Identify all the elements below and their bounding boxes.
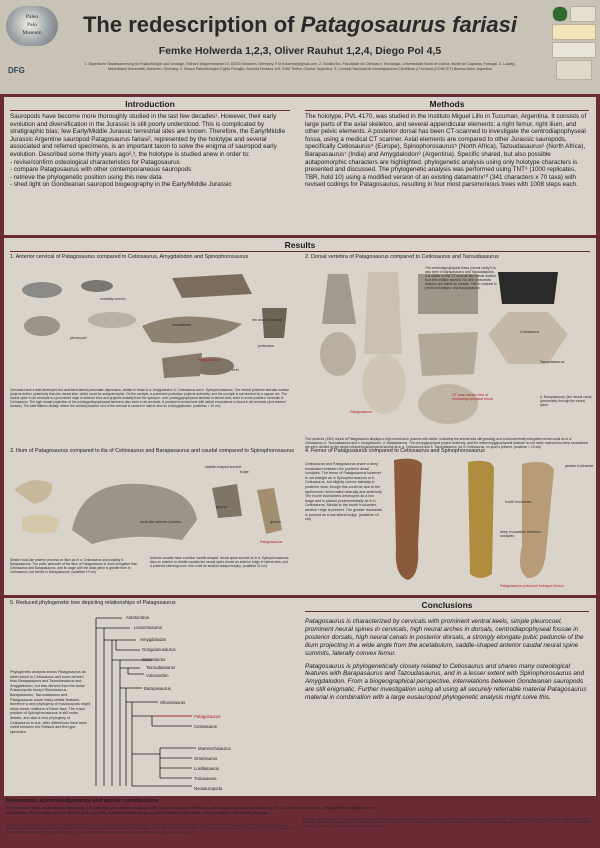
institution-logo-4 <box>552 42 596 58</box>
divider <box>10 251 590 252</box>
fig2-callout: The centrodiapophyseal fossa (neural cavity?) is also seen in Barapasaurus and Tazoudasaurus. It is visible on the CT scan as two fossae divided by a thin midline septum. No other pneumatic features are visible on dorsals. This in contrast to previous findings¹¹ and Barapasaurus. <box>425 266 497 291</box>
tree-taxon: Lessemsaurus <box>134 625 162 630</box>
fig3-label: saddle-shaped summit <box>205 465 242 469</box>
tree-taxon: Isanosaurus <box>142 657 166 662</box>
fig2-label: Tazoudasaurus <box>540 360 565 364</box>
institution-logo-5 <box>556 60 592 80</box>
tree-taxon: Losillasaurus <box>194 766 220 771</box>
fig3-label: hook-like anterior process <box>140 520 182 524</box>
tree-taxon: Barapasaurus <box>144 686 171 691</box>
divider <box>305 611 589 612</box>
references-left: 1 Mannion et al. 2011, Mannion & Upchurch... 2. Bonaparte, J.F. 1979. Dinosaurs: A Jurassic assemblage from Patagonia. Science 205: 1377-1379. doi:10.1126/science.205.4413.1377. 3 Bonaparte J.F. 1986 Les Dinosaures (Carnosaures, Allosauridés, Sauropodes, Cétiosauridés) du Jurassique Moyen de Cerro Cóndor (Chubut, Argentina). Ann. Paleontologie 72: 247-289. 4 Upchurch, P. & Martin, J. 2003. The anatomy and taxonomy of Cetiosaurus (Saurischia, Sauropoda) from the Middle Jurassic of England. JVP 23:208-231. 5 Remes, K. et al. 2009 A new basal sauropod dinosaur from the Middle Jurassic of Niger. PLoS One 4: e6924. <box>6 824 295 834</box>
fig2-title: 2. Dorsal vertebra of Patagosaurus compared to Cetiosaurus and Tazoudasaurus <box>305 254 499 260</box>
tree-taxon: Amygdalodon <box>140 637 167 642</box>
conclusions-heading: Conclusions <box>421 600 473 610</box>
fig4-label: Patagosaurus (mirrored holotype femur) <box>500 584 564 588</box>
tree-taxon: Antetonitrus <box>126 615 149 620</box>
tree-taxon: Tazoudasaurus <box>146 665 176 670</box>
fig1-label: keel <box>232 368 239 372</box>
fig1-title: 1. Anterior cervical of Patagosaurus compared to Cetiosaurus, Amygdalodon and Spinophorosaurus <box>10 254 249 260</box>
fig1-label: excavations <box>172 323 191 327</box>
fig4-text: Cetiosaurus and Patagosaurus share a deep excavation between the posterior distal condyles. The femur of Patagosaurus however is not straight as in Spinophorosaurus or b. Cetiosaurus, but slightly convex laterally in posterior view, though this could be due to the taphonomic deformation laterally and anteriorly. The fourth trochanters developed as a low bulge and is placed posteromedially as in b. Cetiosaurus. Medial to the fourth trochanter, another ridge is present. The greater trochanter is present as a low lateral bulge. (scalebar 10 cm) <box>305 462 383 522</box>
fig3-caption-right: Anterior caudals have a similar 'saddle-shaped' neural spine summit as in a. Spinophorosaurus. Also on anterior to middle caudals the neural spine shows an anterior bulge in lateral view, and a posterior lateral groove, this could be another autapomorphy. (scalebar 10 cm) <box>150 556 290 569</box>
fig2-label: Cetiosaurus <box>520 330 540 334</box>
divider <box>10 110 290 111</box>
institution-logo-3 <box>552 24 596 40</box>
divider <box>305 110 589 111</box>
fig1-label: Patagosaurus <box>198 358 221 362</box>
fig3-label: groove <box>270 520 281 524</box>
references-right: 6. Allain R., Aquesbi N., Dejax J., Meyer C., Monbaron M., et al. (2004) A basal sauropod dinosaur from the Early Jurassic of Morocco. Comptes Rendus Palevol 3: 199-208. 7. Bandyopadhyay, S., Gillette, D.D., Ray, S., Sengupta, D. P. (2010) Osteology of Barapasaurus tagorei (Dinosauria: Sauropoda) from the Early Jurassic of India. Palaeontology 53: 533-569. 8. Rauhut (2003) Revision of Amygdalodon patagonicus Cabrera, 1947. 9. Goloboff P., Farris J., & Nixon, K. (2008) TNT. 10. Carballido, J.L. & Pol, D. 11. Bonaparte. Dorsal Vertebra Patagosaurus. <box>302 818 594 828</box>
authors: Femke Holwerda 1,2,3, Oliver Rauhut 1,2,4, Diego Pol 4,5 <box>158 45 442 57</box>
methods-text: The holotype, PVL 4170, was studied in the Instituto Miguel Lillo in Tucuman, Argentina. It consists of large parts of the axial skeleton, and several appendicular elements; a right femur, right ilium, and other pelvic elements. A posterior dorsal has been CT-scanned to investigate the centrodiapophyseal fossa, using a medical CT scanner. Axial elements are compared to other Jurassic sauropods, specifically Cetiosaurus⁴ (Europe), Spinophorosaurus⁵ (North Africa), Tazoudasaurus⁶ (North Africa), Barapasaurus⁷ (India) and Amygdalodon⁸ (Argentina). Specific shared, but also possible autapomorphic characters are highlighted. phylogenetic analysis using only holotype characters is presented and discussed. The phylogenetic analysis was performed using TNT⁹ (1000 replicates, TBR, hold 10) using a modified version of an existing datamatrix¹⁰ (341 characters x 70 taxa) with revised codings for Patagosaurus, resulting in four most parsimonious trees with 1008 steps each. <box>305 113 587 189</box>
fig3-label: groove <box>216 505 227 509</box>
fig4-title: 4. Femur of Patagosaurus compared to Cetiosaurus and Spinophorosaurus <box>305 448 485 454</box>
fig4-label: fourth trochanter <box>505 500 532 504</box>
introduction-text: Sauropods have become more thoroughly studied in the last few decades¹. However, their early evolution and diversification in the Jurassic is still poorly understood. This is complicated by stratigraphic bias; few Early/Middle Jurassic terrestrial sites are known. Therefore, the Early/Middle Jurassic Argentine sauropod Patagosaurus fariasi², represented by the holotype and several associated and referred specimens, is an important taxon to solve the enigma of sauropod early evolution. Described some thirty years ago²,³, the holotype is studied anew in order to: - revise/confirm osteological characteristics for Patagosaurus - compare Patagosaurus with other contemporaneous sauropods - retrieve the phylogenetic position using this new data - shed light on Gondwanan sauropod biogeography in the Early/Middle Jurassic <box>10 113 285 189</box>
tree-taxon: Patagosaurus <box>194 714 221 719</box>
introduction-heading: Introduction <box>125 99 175 109</box>
fig3-label: Patagosaurus <box>260 540 283 544</box>
fig3-title: 3. Ilium of Patagosaurus compared to ilia of Cetiosaurus and Barapasaurus and caudal compared to Spinophorosaurus <box>10 448 295 454</box>
fig1-cervical-figure <box>12 268 297 386</box>
fig5-text: Phylogenetic analysis shows Patagosaurus as sister-taxon to Cetiosaurus and more derived than Barapasaurus and Tazoudasaurus and Amygdalodon, but less derived than the Asian Eusauropods except Shunosaurus. Barapasaurus, Tazoudasaurus and Patagosaurus share many similar features, therefore a new phylogeny of eusauropods might show closer relations of these taxa. The exact position of Spinophorosaurus is still under debate, and also a new phylogeny of Cetiosaurus is due, after differences have been noted between the Rutland and the type specimen. <box>10 670 90 734</box>
fig1-label: pleurocoel <box>70 336 87 340</box>
fig2-caption: The posterior (13th) dorsal of Patagosaurus displays a high neural arch (sutures still visible, indicating the animal was still growing) and a dorsoventrally elongated neural canal as in a. Cetiosaurus, b. Tazoudasaurus and c. Amygdalodon, d. Barapasaurus. The prezygapophysis project anteriorly, and the interprezygapophyseal laminae do not meet; instead two deep excavations are seen divided by the single intraprezygapophyseal lamina as in a. Cetiosaurus and b. Tazoudasaurus. As in Cetiosaurus, no spdl is present. (scalebar = 10 cm) <box>305 437 589 450</box>
fig1-label: rim around condyle <box>252 318 283 322</box>
tree-taxon: Cetiosaurus <box>194 724 217 729</box>
results-heading: Results <box>284 240 316 250</box>
dfg-logo: DFG <box>8 66 25 75</box>
affiliations: 1. Bayerische Staatssammlung für Paläontologie und Geologie, Richard Wagnerstrasse 10, 80333 München, Germany. F.M.Holwerda@gmail.com. 2. GeoBioTec, Faculdade de Ciências e Tecnologia, Universidade Nova de Lisboa, Monte de Caparica, Portugal. 3. Ludwig-Maximilians Universität, München, Germany. 4. Museo Paleontológico Egidio Feruglio, Avenida Fontana 140, 9100 Trelew, Chubut, Argentina. 5. Consejo Nacional de Investigaciones Científicas y Técnicas (CONICET) Buenos Aires, Argentina <box>84 62 516 71</box>
tree-taxon: Vulcanodon <box>146 673 169 678</box>
methods-heading: Methods <box>429 99 465 109</box>
conclusions-text: Patagosaurus is characterized by cervicals with prominent ventral keels, simple pleurocoel, prominent neural spines in cervicals, high neural arches in dorsals, centrodiapophyseal fossae in posterior dorsals, high neural canals in posterior dorsals, a strongly elongate pubic peduncle of the ilium projecting in a wide angle from the acetabulum, saddle-shaped anterior caudal neural spine summits, laterally convex femur. Patagosaurus is phylogenetically closely related to Cetiosaurus and shares many osteological features with Barapasaurus and Tazoudasaurus, and in a lesser extent with Spinophorosaurus and Amygdalodon. From a biogeographical perspective, interrelations between Gondwanan sauropods are still enigmatic. Further investigation using all using all securely referrable material Patagosaurus material in combination with a large eusauropod phylogenetic analysis might solve this. <box>305 618 587 702</box>
fig1-caption: Cervicals have a well-developed but undivided lateral pneumatic depression, similar to those in a. Amygdalodon b. Cetiosaurus and c. Spinophorosaurus. The ventral posterior articular surface projects further posteriorly than the dorsal side, which could be autapomorphic. On the condyle, a prominent protrusion projects anteriorly, and the condyle is surrounded by a rugose rim. The neural spine in all cervicals is a prominent ridge in anterior view and projects dorsally from the spinopre- and -postzygapophyseal laminae in lateral view, seen in some posterior cervicals in Cetiosaurus. The high dorsal projection of the postzygodiapophyseal lamina is also seen in all cervicals. A prominent ventral keel with lateral excavations is found in all cervicals (and anterior dorsals). The keel flattens distally, where the ventral posterior end of the cervical is convex in lateral view as in Amygdalodon. (scalebar = 10 cm) <box>10 388 290 409</box>
fig1-label: ventrally convex <box>100 297 126 301</box>
poster-title: The redescription of Patagosaurus fariasi <box>82 12 518 37</box>
fig3-ilium-figure <box>12 470 297 550</box>
museum-logo: Paleo Palo Museum <box>6 6 58 46</box>
fig4-femur-figure <box>388 456 593 586</box>
fig3-label: bulge <box>240 470 249 474</box>
acknowledgements-text: FH: collection visits, anatomy and taxonomy, CT scanning, phylogenetic analysis. OR: research concept, collection visit support, discussions, anatomy. DP: collection visit support, phylogenetic analysis support, discussions. FH is funded by DFG RA 1012/13-1 (to OR). Acknowledgements go to Jaime Powell, Ralf Kosma, Jose Carballido, Will Hennig Society. <box>6 805 377 815</box>
fig3-caption-left: Similar hook-like anterior process on ilium as in a. Cetiosaurus and possibly b. Barapasaurus. The pubic peduncle of the ilium of Patagosaurus is more elongated than Cetiosaurus and Barapasaurus, and its angle with the axial plane is greater than in Cetiosaurus, but similar to Barapasaurus. (scalebar 10 cm) <box>10 558 138 575</box>
tree-taxon: Gongxianosaurus <box>142 647 176 652</box>
tree-taxon: Turiasaurus <box>194 776 217 781</box>
fig4-label: greater trochanter <box>565 464 594 468</box>
tree-taxon: Omeisaurus <box>194 756 218 761</box>
ct-scan-label: CT scan dorsal view of centrodiapophyseal fossa <box>452 393 493 401</box>
header <box>0 0 600 94</box>
tree-taxon: Mamenchisaurus <box>198 746 231 751</box>
institution-logo-1 <box>552 6 568 22</box>
tree-taxon: Shunosaurus <box>160 700 186 705</box>
fig5-title: 5. Reduced phylogenetic tree depicting relationships of Patagosaurus <box>10 600 176 606</box>
institution-logo-2 <box>570 6 596 22</box>
phylogenetic-tree <box>92 614 292 794</box>
fig1-label: protrusion <box>258 344 274 348</box>
fig2-label: Patagosaurus <box>350 410 373 414</box>
acknowledgements-heading: References, acknowledgements and author contributions <box>6 798 159 804</box>
tree-taxon: Neosauropoda <box>194 786 223 791</box>
fig4-label: deep excavation between condyles <box>500 530 541 538</box>
fig2-label: A. Barapasaurus: (the neural cavity (pneumatic) through the neural spine. <box>540 395 592 408</box>
